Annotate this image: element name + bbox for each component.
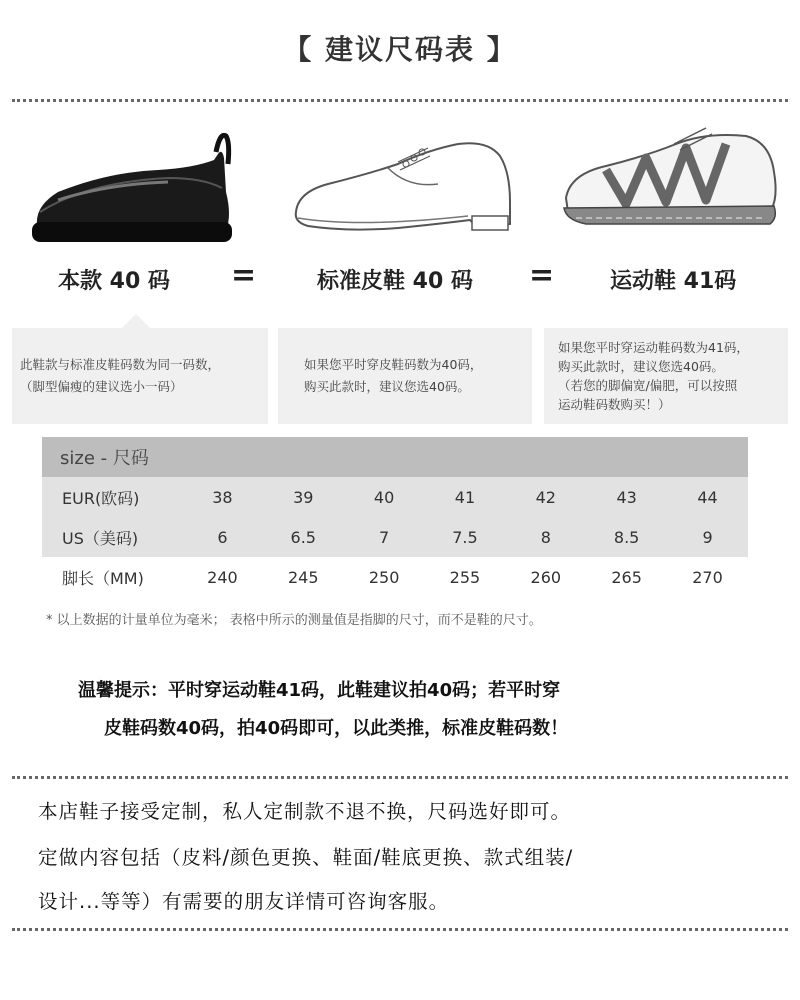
table-cell: 44 bbox=[667, 477, 748, 517]
page-title: 【 建议尺码表 】 bbox=[283, 33, 517, 66]
table-cell: 9 bbox=[667, 517, 748, 557]
size-table bbox=[42, 437, 748, 597]
table-cell: 39 bbox=[263, 477, 344, 517]
note-line: 如果您平时穿运动鞋码数为41码， bbox=[558, 340, 749, 355]
table-cell: 42 bbox=[505, 477, 586, 517]
table-cell: 38 bbox=[182, 477, 263, 517]
shoe-label-this-style: 本款 40 码 bbox=[58, 269, 170, 294]
note-line: 运动鞋码数购买！） bbox=[558, 397, 671, 412]
table-cell: 7 bbox=[344, 517, 425, 557]
row-label-eur: EUR(欧码) bbox=[42, 477, 182, 517]
custom-text-line-2: 定做内容包括（皮料/颜色更换、鞋面/鞋底更换、款式组装/ bbox=[38, 846, 574, 869]
row-label-us: US（美码) bbox=[42, 517, 182, 557]
table-cell: 245 bbox=[287, 567, 319, 587]
note-line: 购买此款时，建议您选40码。 bbox=[558, 359, 724, 374]
table-cell: 255 bbox=[449, 567, 481, 587]
dress-shoe-sketch-icon bbox=[288, 112, 518, 262]
custom-text-line-1: 本店鞋子接受定制，私人定制款不退不换，尺码选好即可。 bbox=[38, 800, 572, 823]
note-box-this-style bbox=[12, 328, 268, 424]
shoe-label-dress-shoe: 标准皮鞋 40 码 bbox=[317, 269, 473, 294]
table-cell: 240 bbox=[207, 567, 238, 587]
note-line: 如果您平时穿皮鞋码数为40码， bbox=[304, 357, 483, 372]
table-cell: 7.5 bbox=[425, 517, 506, 557]
equals-sign: = bbox=[231, 258, 257, 293]
custom-text-line-3: 设计...等等）有需要的朋友详情可咨询客服。 bbox=[38, 890, 450, 913]
middle-divider bbox=[12, 776, 788, 779]
note-pointer bbox=[122, 314, 150, 328]
table-cell: 6 bbox=[182, 517, 263, 557]
size-table-header: size - 尺码 bbox=[42, 437, 748, 477]
table-cell: 8.5 bbox=[586, 517, 667, 557]
table-cell: 260 bbox=[530, 567, 562, 587]
note-line: 此鞋款与标准皮鞋码数为同一码数， bbox=[20, 357, 221, 372]
table-cell: 265 bbox=[611, 567, 642, 587]
table-cell: 250 bbox=[368, 567, 400, 587]
table-row bbox=[42, 477, 748, 517]
table-row bbox=[42, 517, 748, 557]
note-box-dress-shoe bbox=[278, 328, 532, 424]
loafer-shoe-photo-icon bbox=[18, 112, 248, 262]
tip-line-1: 温馨提示：平时穿运动鞋41码，此鞋建议拍40码；若平时穿 bbox=[78, 680, 561, 701]
note-line: （脚型偏瘦的建议选小一码） bbox=[20, 379, 183, 394]
table-cell: 8 bbox=[505, 517, 586, 557]
table-cell: 270 bbox=[692, 567, 723, 587]
bottom-divider bbox=[12, 928, 788, 931]
note-line: 购买此款时，建议您选40码。 bbox=[304, 379, 470, 394]
table-cell: 41 bbox=[425, 477, 506, 517]
table-cell: 6.5 bbox=[263, 517, 344, 557]
note-line: （若您的脚偏宽/偏肥，可以按照 bbox=[558, 378, 738, 393]
note-box-sneaker bbox=[544, 328, 788, 424]
sneaker-sketch-icon bbox=[556, 108, 786, 258]
table-footnote: * 以上数据的计量单位为毫米； 表格中所示的测量值是指脚的尺寸，而不是鞋的尺寸。 bbox=[46, 613, 542, 628]
equals-sign: = bbox=[529, 258, 555, 293]
table-cell: 43 bbox=[586, 477, 667, 517]
row-label-foot-length: 脚长（MM) bbox=[62, 568, 144, 588]
shoe-label-sneaker: 运动鞋 41码 bbox=[610, 269, 737, 294]
table-cell: 40 bbox=[344, 477, 425, 517]
table-row bbox=[42, 557, 748, 597]
top-divider bbox=[12, 99, 788, 102]
tip-line-2: 皮鞋码数40码，拍40码即可，以此类推，标准皮鞋码数！ bbox=[104, 718, 569, 739]
